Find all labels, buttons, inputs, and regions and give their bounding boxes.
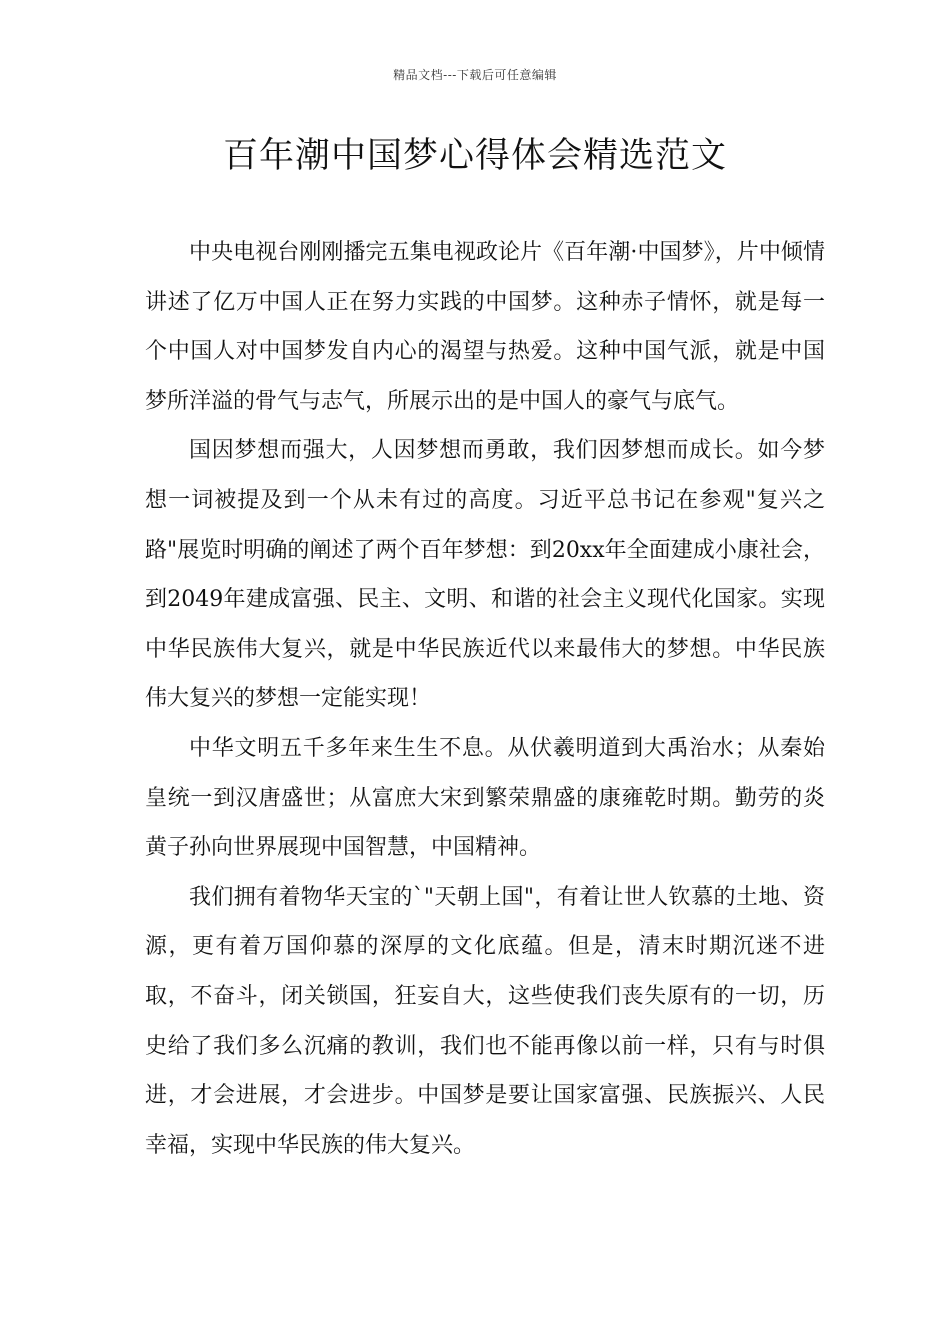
document-body	[145, 228, 825, 1170]
paragraph-2: 国因梦想而强大，人因梦想而勇敢，我们因梦想而成长。如今梦想一词被提及到一个从未有过的高度。习近平总书记在参观"复兴之路"展览时明确的阐述了两个百年梦想：到20xx年全面建成小康社会，到2049年建成富强、民主、文明、和谐的社会主义现代化国家。实现中华民族伟大复兴，就是中华民族近代以来最伟大的梦想。中华民族伟大复兴的梦想一定能实现！	[145, 438, 825, 712]
paragraph-4: 我们拥有着物华天宝的`"天朝上国"，有着让世人钦慕的土地、资源，更有着万国仰慕的深厚的文化底蕴。但是，清末时期沉迷不进取，不奋斗，闭关锁国，狂妄自大，这些使我们丧失原有的一切，历史给了我们多么沉痛的教训，我们也不能再像以前一样，只有与时俱进，才会进展，才会进步。中国梦是要让国家富强、民族振兴、人民幸福，实现中华民族的伟大复兴。	[145, 884, 825, 1158]
paragraph-1: 中央电视台刚刚播完五集电视政论片《百年潮·中国梦》，片中倾情讲述了亿万中国人正在努力实践的中国梦。这种赤子情怀，就是每一个中国人对中国梦发自内心的渴望与热爱。这种中国气派，就是中国梦所洋溢的骨气与志气，所展示出的是中国人的豪气与底气。	[145, 240, 825, 414]
document-title: 百年潮中国梦心得体会精选范文	[222, 136, 727, 176]
header-note: 精品文档---下载后可任意编辑	[393, 68, 557, 82]
paragraph-3: 中华文明五千多年来生生不息。从伏羲明道到大禹治水；从秦始皇统一到汉唐盛世；从富庶大宋到繁荣鼎盛的康雍乾时期。勤劳的炎黄子孙向世界展现中国智慧，中国精神。	[145, 735, 825, 861]
